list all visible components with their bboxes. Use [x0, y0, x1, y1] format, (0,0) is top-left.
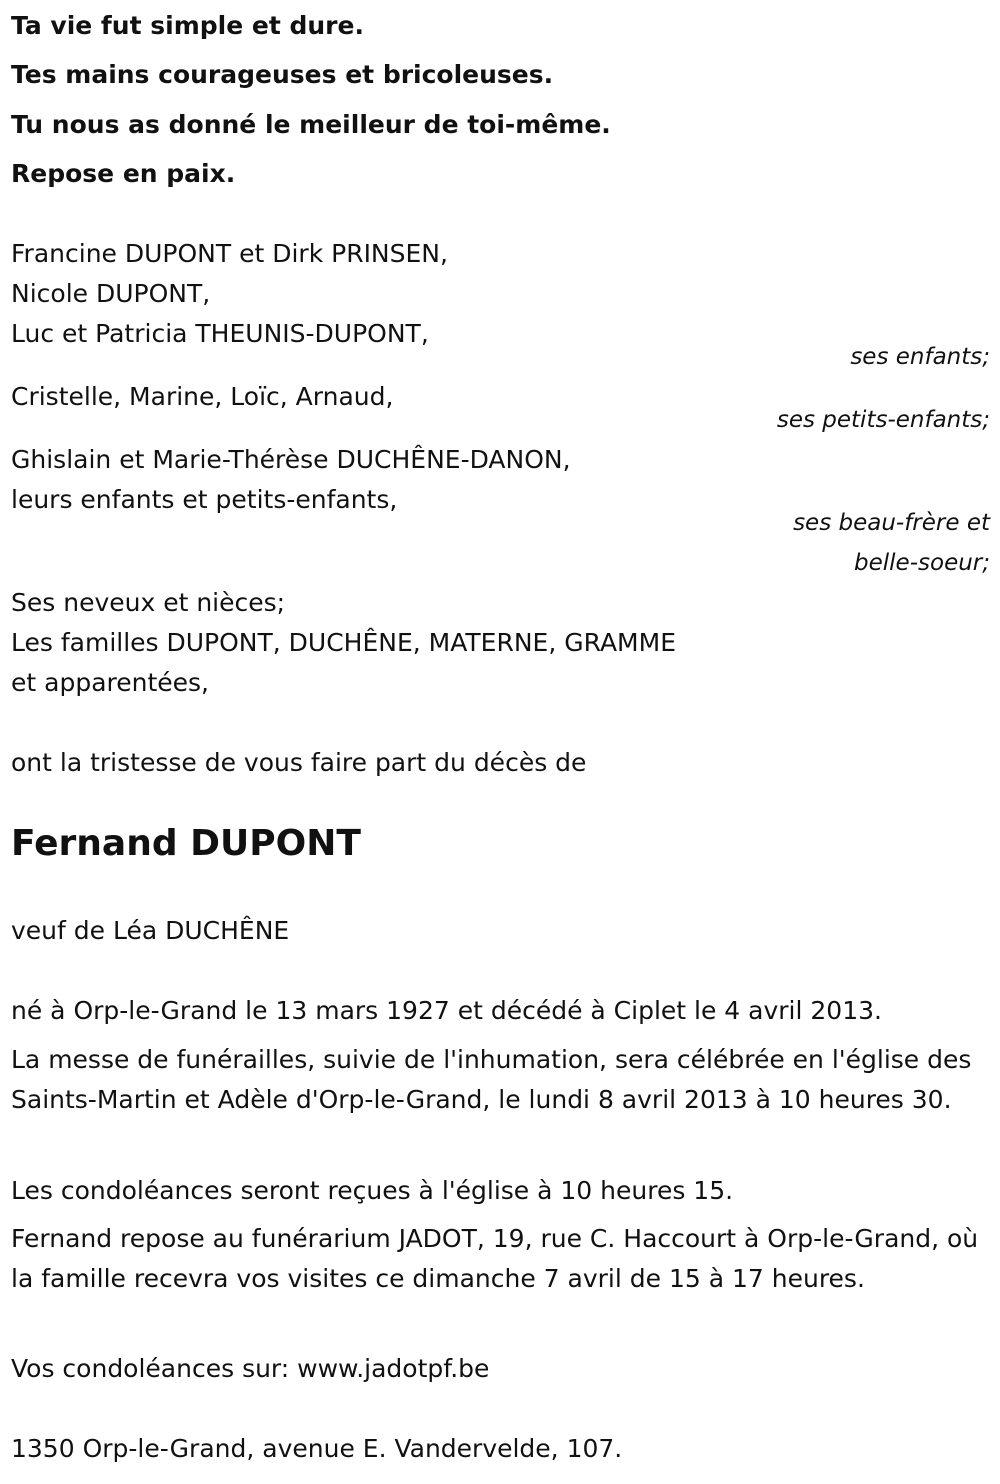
extended-family-line-2: Les familles DUPONT, DUCHÊNE, MATERNE, GRAMME	[11, 628, 676, 657]
extended-family-line-1: Ses neveux et nièces;	[11, 588, 286, 617]
grandchildren-names: Cristelle, Marine, Loïc, Arnaud,	[11, 382, 394, 411]
widower-of: veuf de Léa DUCHÊNE	[11, 916, 290, 945]
condolences-church: Les condoléances seront reçues à l'église à 10 heures 15.	[11, 1176, 734, 1205]
grandchildren-relation: ses petits-enfants;	[776, 407, 990, 433]
child-name-1: Francine DUPONT et Dirk PRINSEN,	[11, 239, 448, 268]
birth-death: né à Orp-le-Grand le 13 mars 1927 et décédé à Ciplet le 4 avril 2013.	[11, 996, 882, 1025]
deceased-name: Fernand DUPONT	[11, 823, 361, 864]
epitaph-line-4: Repose en paix.	[11, 159, 236, 188]
children-relation: ses enfants;	[850, 344, 990, 370]
in-laws-name-2: leurs enfants et petits-enfants,	[11, 485, 398, 514]
epitaph-line-3: Tu nous as donné le meilleur de toi-même.	[11, 110, 611, 139]
online-condolences: Vos condoléances sur: www.jadotpf.be	[11, 1354, 490, 1383]
epitaph-line-1: Ta vie fut simple et dure.	[11, 11, 364, 40]
funerarium-details: Fernand repose au funérarium JADOT, 19, rue C. Haccourt à Orp-le-Grand, où la famille recevra vos visites ce dimanche 7 avril de 15 à 17 heures.	[11, 1224, 979, 1293]
extended-family-line-3: et apparentées,	[11, 668, 209, 697]
child-name-3: Luc et Patricia THEUNIS-DUPONT,	[11, 319, 429, 348]
in-laws-relation-1: ses beau-frère et	[793, 510, 990, 536]
in-laws-name-1: Ghislain et Marie-Thérèse DUCHÊNE-DANON,	[11, 445, 571, 474]
announcement: ont la tristesse de vous faire part du décès de	[11, 748, 587, 777]
in-laws-relation-2: belle-soeur;	[854, 550, 990, 576]
funeral-details: La messe de funérailles, suivie de l'inhumation, sera célébrée en l'église des Saints-Martin et Adèle d'Orp-le-Grand, le lundi 8 avril 2013 à 10 heures 30.	[11, 1045, 972, 1114]
address: 1350 Orp-le-Grand, avenue E. Vandervelde, 107.	[11, 1434, 623, 1463]
child-name-2: Nicole DUPONT,	[11, 279, 211, 308]
epitaph-line-2: Tes mains courageuses et bricoleuses.	[11, 60, 554, 89]
